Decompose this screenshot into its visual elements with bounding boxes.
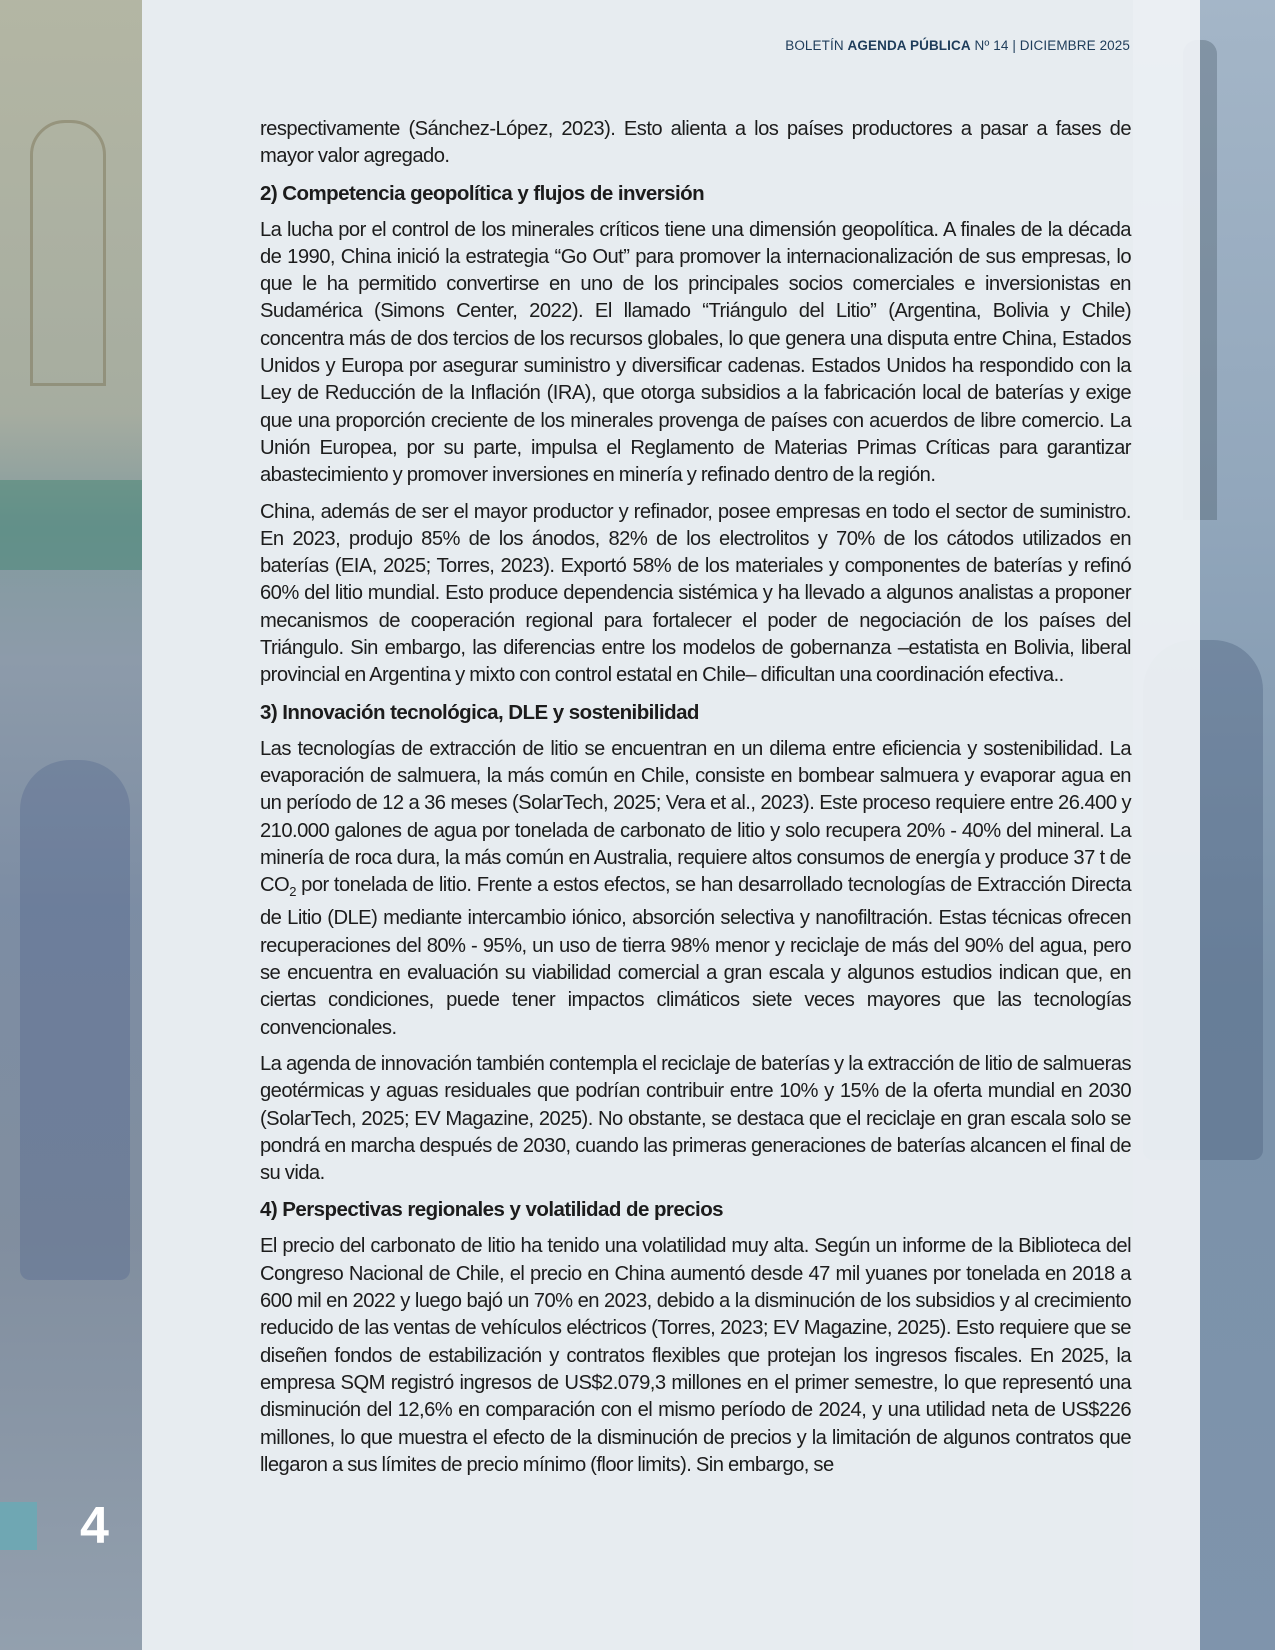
header-suffix: Nº 14 | DICIEMBRE 2025: [970, 38, 1130, 53]
paragraph: China, además de ser el mayor productor y refinador, posee empresas en todo el sector de suministro. En 2023, produjo 85% de los ánodos, 82% de los electrolitos y 70% de los cátodos utilizados en baterías (EIA, 2025; Torres, 2023). Exportó 58% de los materiales y componentes de baterías y refinó 60% del litio mundial. Esto produce dependencia sistémica y ha llevado a algunos analistas a proponer mecanismos de cooperación regional para fortalecer el poder de negociación de los países del Triángulo. Sin embargo, las diferencias entre los modelos de gobernanza –estatista en Bolivia, liberal provincial en Argentina y mixto con control estatal en Chile– dificultan una coordinación efectiva..: [260, 500, 1131, 687]
header-prefix: BOLETÍN: [785, 38, 848, 53]
co2-subscript: 2: [289, 884, 296, 900]
header-brand: AGENDA PÚBLICA: [847, 38, 971, 53]
section-heading: 4) Perspectivas regionales y volatilidad de precios: [260, 1198, 724, 1222]
paragraph: El precio del carbonato de litio ha tenido una volatilidad muy alta. Según un informe de la Biblioteca del Congreso Nacional de Chile, el precio en China aumentó desde 47 mil yuanes por tonelada en 2018 a 600 mil en 2022 y luego bajó un 70% en 2023, debido a la disminución de los subsidios y al crecimiento reducido de las ventas de vehículos eléctricos (Torres, 2023; EV Magazine, 2025). Esto requiere que se diseñen fondos de estabilización y contratos flexibles que protejan los ingresos fiscales. En 2025, la empresa SQM registró ingresos de US$2.079,3 millones en el primer semestre, lo que representó una disminución del 12,6% en comparación con el mismo período de 2024, y una utilidad neta de US$226 millones, lo que muestra el efecto de la disminución de precios y la limitación de algunos contratos que llegaron a sus límites de precio mínimo (floor limits). Sin embargo, se: [260, 1235, 1131, 1476]
page-number-tab: [0, 1502, 37, 1550]
paragraph: respectivamente (Sánchez-López, 2023). Esto alienta a los países productores a pasar a fases de mayor valor agregado.: [260, 118, 1131, 168]
paragraph: La lucha por el control de los minerales críticos tiene una dimensión geopolítica. A finales de la década de 1990, China inició la estrategia “Go Out” para promover la internacionalización de sus empresas, lo que le ha permitido convertirse en uno de los principales socios comerciales e inversionistas en Sudamérica (Simons Center, 2022). El llamado “Triángulo del Litio” (Argentina, Bolivia y Chile) concentra más de dos tercios de los recursos globales, lo que genera una disputa entre China, Estados Unidos y Europa por asegurar suministro y diversificar cadenas. Estados Unidos ha respondido con la Ley de Reducción de la Inflación (IRA), que otorga subsidios a la fabricación local de baterías y exige que una proporción creciente de los minerales provenga de países con acuerdos de libre comercio. La Unión Europea, por su parte, impulsa el Reglamento de Materias Primas Críticas para garantizar abastecimiento y promover inversiones en minería y refinado dentro de la región.: [260, 218, 1131, 487]
bus-decoration: [0, 480, 142, 570]
page-number: 4: [80, 1497, 109, 1555]
section-heading: 3) Innovación tecnológica, DLE y sostenibilidad: [260, 700, 699, 724]
paragraph: [260, 736, 1131, 1042]
pedestrian-decoration: [20, 760, 130, 1280]
section-heading: 2) Competencia geopolítica y flujos de inversión: [260, 181, 705, 205]
paragraph-text: Las tecnologías de extracción de litio se encuentran en un dilema entre eficiencia y sostenibilidad. La evaporación de salmuera, la más común en Chile, consiste en bombear salmuera y evaporar agua en un período de 12 a 36 meses (SolarTech, 2025; Vera et al., 2023). Este proceso requiere entre 26.400 y 210.000 galones de agua por tonelada de carbonato de litio y solo recupera 20% - 40% del mineral. La minería de roca dura, la más común en Australia, requiere altos consumos de energía y produce 37 t de CO: [260, 737, 1131, 897]
paragraph-text: por tonelada de litio. Frente a estos efectos, se han desarrollado tecnologías de Extracción Directa de Litio (DLE) mediante intercambio iónico, absorción selectiva y nanofiltración. Estas técnicas ofrecen recuperaciones del 80% - 95%, un uso de tierra 98% menor y reciclaje de más del 90% del agua, pero se encuentra en evaluación su viabilidad comercial a gran escala y algunos estudios indican que, en ciertas condiciones, puede tener impactos climáticos siete veces mayores que las tecnologías convencionales.: [260, 874, 1131, 1039]
article-body: [260, 116, 1131, 1488]
page-header: [785, 38, 1130, 53]
background-photo-left: [0, 0, 142, 1650]
paragraph: La agenda de innovación también contempla el reciclaje de baterías y la extracción de litio de salmueras geotérmicas y aguas residuales que podrían contribuir entre 10% y 15% de la oferta mundial en 2030 (SolarTech, 2025; EV Magazine, 2025). No obstante, se destaca que el reciclaje en gran escala solo se pondrá en marcha después de 2030, cuando las primeras generaciones de baterías alcancen el final de su vida.: [260, 1052, 1131, 1185]
building-arch-decoration: [30, 120, 106, 386]
